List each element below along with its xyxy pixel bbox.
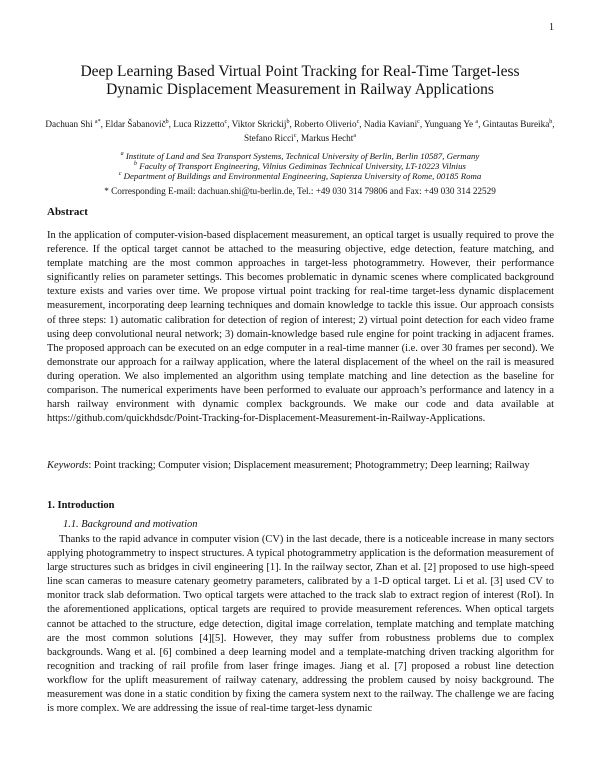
paper-title <box>40 63 560 99</box>
author: Luca Rizzetto$^c$, <box>173 118 232 129</box>
author: Yunguang Ye $^a$, <box>424 118 483 129</box>
section-heading-introduction: 1. Introduction <box>47 500 115 511</box>
title-line-1: Deep Learning Based Virtual Point Tracking for Real-Time Target-less <box>80 63 520 80</box>
author: Stefano Ricci$^c$, <box>243 132 302 143</box>
abstract-heading: Abstract <box>47 206 88 218</box>
correspondence-note: * Corresponding E-mail: dachuan.shi@tu-berlin.de, Tel.: +49 030 314 79806 and Fax: +49 030 314 22529 <box>104 186 496 196</box>
author: Nadia Kaviani$^c$, <box>363 118 425 129</box>
abstract-body: In the application of computer-vision-based displacement measurement, an optical target is usually required to prove the reference. If the optical target cannot be attached to the measuring objective, edge detection, feature matching, and template matching are the most common approaches in target-less photogrammetry. However, their performance significantly relies on parameter settings. This becomes problematic in dynamic scenes where complicated background texture exists and varies over time. We propose virtual point tracking for real-time target-less dynamic displacement measurement, incorporating deep learning techniques and domain knowledge to tackle this issue. Our approach consists of three steps: 1) automatic calibration for detection of region of interest; 2) virtual point detection for each video frame using deep convolutional neural network; 3) domain-knowledge based rule engine for point tracking in adjacent frames. The proposed approach can be executed on an edge computer in a real-time manner (i.e. over 30 frames per second). We demonstrate our approach for a railway application, where the lateral displacement of the wheel on the rail is measured during operation. We also implemented an algorithm using template matching and line detection as the baseline for comparison. The numerical experiments have been performed to evaluate our approach’s performance and latency in a harsh railway environment with dynamic complex backgrounds. We make our code and data available at https://github.com/quickhdsdc/Point-Tracking-for-Displacement-Measurement-in-Railway-Applications. <box>47 230 554 425</box>
author: Eldar Šabanovič$^b$, <box>105 118 174 129</box>
subsection-heading-background: 1.1. Background and motivation <box>63 519 198 530</box>
author: Roberto Oliverio$^c$, <box>294 118 364 129</box>
affiliation: $^a$ Institute of Land and Sea Transport Systems, Technical University of Berlin, Berlin 10587, Germany <box>120 151 480 161</box>
keywords <box>47 459 554 473</box>
title-line-2: Dynamic Displacement Measurement in Railway Applications <box>106 81 494 98</box>
author: Viktor Skrickij$^b$, <box>231 118 295 129</box>
author: Markus Hecht$^a$ <box>301 132 356 143</box>
keywords-text: : Point tracking; Computer vision; Displacement measurement; Photogrammetry; Deep learning; Railway <box>88 460 530 471</box>
author: Gintautas Bureika$^b$, <box>482 118 555 129</box>
affiliation: $^c$ Department of Buildings and Environmental Engineering, Sapienza University of Rome, 00185 Roma <box>118 171 482 181</box>
page-number: 1 <box>549 22 554 33</box>
introduction-body: Thanks to the rapid advance in computer vision (CV) in the last decade, there is a noticeable increase in many sectors applying photogrammetry to inspect structures. A typical photogrammetry application is the deformation measurement of large structures such as bridges in civil engineering [1]. In the railway sector, Zhan et al. [2] proposed to use high-speed line scan cameras to measure catenary geometry parameters, calibrated by a 1-D optical target. Li et al. [3] used CV to monitor track slab deformation. Two optical targets were attached to the track slab to extract region of interest (RoI). In the aforementioned applications, optical targets are required to provide measurement references. When optical targets cannot be attached to the structure, edge detection, digital image correlation, template matching and template matching are the most common solutions [4][5]. However, they may suffer from robustness problems due to complex backgrounds. Wang et al. [6] combined a deep learning model and a template-matching driven tracking algorithm for recognition and tracking of rail profile from laser fringe images. Jiang et al. [7] proposed a robust line detection workflow for the uplift measurement of railway catenary, addressing the problem caused by noisy background. The measurement was done in a static condition by fixing the camera system next to the railway. The challenge we are facing is more complex. We are addressing the issue of real-time target-less dynamic <box>47 534 554 715</box>
affiliation: $^b$ Faculty of Transport Engineering, Vilnius Gediminas Technical University, LT-10223 Vilnius <box>134 161 466 171</box>
author: Dachuan Shi $^{a*}$, <box>45 118 106 129</box>
author-list <box>40 117 560 145</box>
keywords-label: Keywords <box>47 460 89 471</box>
affiliation-list <box>40 151 560 181</box>
